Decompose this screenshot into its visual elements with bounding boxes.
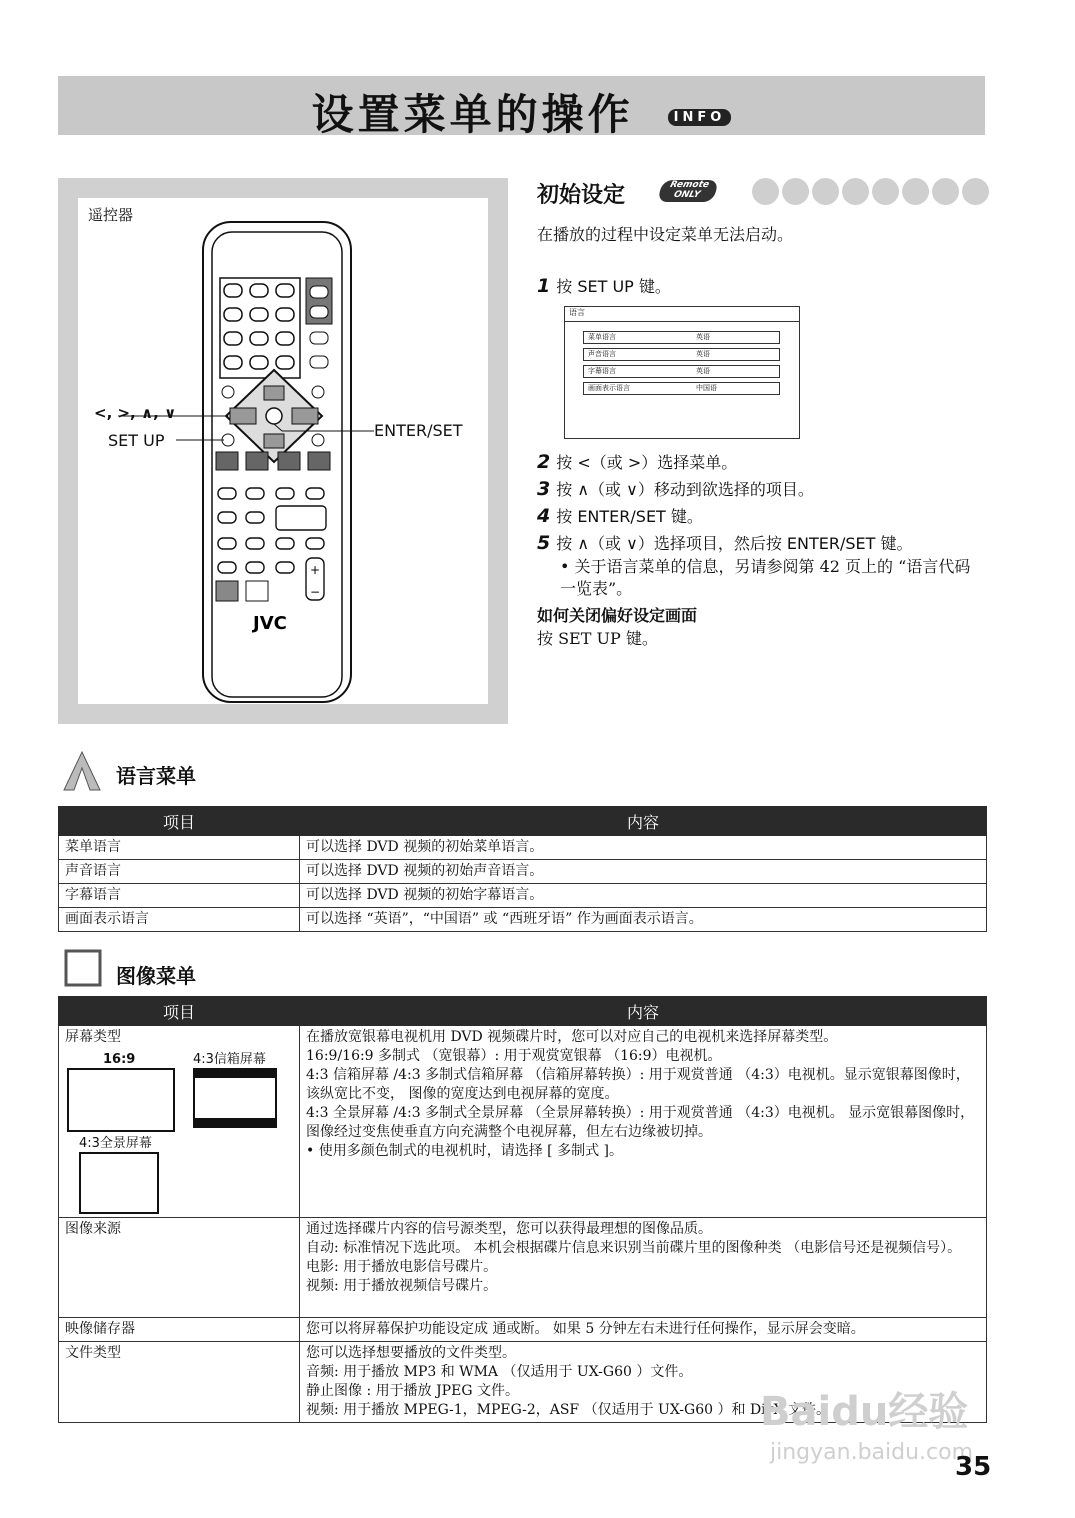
img-label: 4:3全景屏幕: [79, 1136, 152, 1151]
page-title: 设置菜单的操作: [311, 90, 634, 139]
table-row: 屏幕类型 16:9 4:3信箱屏幕 4:3全景屏幕 在播放宽银幕电视机用 DVD 视频碟片时，您可以对应自己的电视机来选择屏幕类型。 16:9/16:9 多制式 （宽银幕）: 用于观赏宽银幕 （16:9）电视机。 4:3 信箱屏幕 /4:3 多制式信箱屏幕 （信箱屏幕转换）: 用于观赏普通 （4:3）电视机。显示宽银幕图像时，该纵宽比不变， 图像的宽度达到电视屏幕的宽度。 4:3 全景屏幕 /4:3 多制式全景屏幕 （全景屏幕转换）: 用于观赏普通 （4:3）电视机。 显示宽银幕图像时，图像经过变焦使垂直方向充满整个电视屏幕，但左右边缘被切掉。 • 使用多颜色制式的电视机时，请选择 [ 多制式 ]。: [59, 1026, 987, 1218]
callout-setup: SET UP: [108, 431, 165, 450]
col-header: 内容: [300, 997, 987, 1026]
step-5: 5 按 ∧（或 ∨）选择项目，然后按 ENTER/SET 键。: [537, 532, 913, 554]
callout-arrows: <, >, ∧, ∨: [94, 404, 177, 422]
page-number: 35: [955, 1452, 992, 1482]
section-a-title: 语言菜单: [116, 764, 196, 788]
screen-row: 声音语言 英语: [583, 348, 780, 361]
letterbox-image: [193, 1068, 277, 1128]
table-row: 文件类型 您可以选择想要播放的文件类型。 音频: 用于播放 MP3 和 WMA （仅适用于 UX-G60 ）文件。 静止图像 : 用于播放 JPEG 文件。 视频: 用于播放 MPEG-1，MPEG-2，ASF （仅适用于 UX-G60 ）和 DivX 文件。: [59, 1342, 987, 1423]
table-row: 字幕语言 可以选择 DVD 视频的初始字幕语言。: [59, 884, 987, 908]
section-b-icon: [62, 945, 106, 989]
screen-row: 菜单语言 英语: [583, 331, 780, 344]
img-label: 16:9: [103, 1052, 136, 1067]
watermark-url: jingyan.baidu.com: [770, 1440, 974, 1465]
language-code-note: • 关于语言菜单的信息，另请参阅第 42 页上的 “语言代码一览表”。: [560, 557, 971, 598]
callout-enter: ENTER/SET: [374, 421, 463, 440]
svg-text:+: +: [310, 563, 321, 577]
initial-title: 初始设定: [537, 183, 626, 208]
title-banner: [58, 76, 985, 139]
row-label: 屏幕类型: [65, 1029, 121, 1045]
svg-text:−: −: [310, 585, 321, 599]
picture-menu-table: [58, 996, 987, 1423]
step-4: 4 按 ENTER/SET 键。: [537, 505, 703, 527]
remote-brand: JVC: [253, 613, 287, 634]
screen-row: 字幕语言 英语: [583, 365, 780, 378]
table-row: 菜单语言 可以选择 DVD 视频的初始菜单语言。: [59, 836, 987, 860]
panscan-image: [79, 1152, 159, 1214]
col-header: 项目: [59, 997, 300, 1026]
language-menu-table: [58, 806, 987, 932]
info-badge: INFO: [668, 109, 732, 126]
screen-tab: 语言: [565, 307, 799, 322]
col-header: 内容: [300, 807, 987, 836]
table-row: 映像储存器 您可以将屏幕保护功能设定成 通或断。 如果 5 分钟左右未进行任何操作，显示屏会变暗。: [59, 1318, 987, 1342]
decorative-dots: [752, 178, 992, 209]
step-2: 2 按 <（或 >）选择菜单。: [537, 451, 738, 473]
section-a-icon: [60, 750, 106, 794]
table-row: 图像来源 通过选择碟片内容的信号源类型，您可以获得最理想的图像品质。 自动: 标准情况下选此项。 本机会根据碟片信息来识别当前碟片里的图像种类 （电影信号还是视频信号）。 电影: 用于播放电影信号碟片。 视频: 用于播放视频信号碟片。: [59, 1218, 987, 1318]
img-label: 4:3信箱屏幕: [193, 1052, 266, 1067]
section-b-title: 图像菜单: [116, 964, 196, 988]
remote-only-badge: Remote ONLY: [657, 180, 719, 202]
col-header: 项目: [59, 807, 300, 836]
remote-label: 遥控器: [88, 206, 134, 224]
remote-figure: [58, 178, 508, 724]
screen-row: 画面表示语言 中国语: [583, 382, 780, 395]
step-1: 1 按 SET UP 键。: [537, 275, 671, 297]
close-text: 按 SET UP 键。: [537, 629, 658, 648]
setup-screen-figure: [564, 306, 800, 439]
initial-note: 在播放的过程中设定菜单无法启动。: [537, 225, 794, 244]
close-title: 如何关闭偏好设定画面: [537, 606, 698, 625]
watermark: Baidu经验: [760, 1389, 969, 1435]
remote-illustration: [78, 198, 488, 704]
table-row: 声音语言 可以选择 DVD 视频的初始声音语言。: [59, 860, 987, 884]
table-row: 画面表示语言 可以选择 “英语”，“中国语” 或 “西班牙语” 作为画面表示语言。: [59, 908, 987, 932]
widescreen-image: [67, 1068, 175, 1132]
step-3: 3 按 ∧（或 ∨）移动到欲选择的项目。: [537, 478, 814, 500]
